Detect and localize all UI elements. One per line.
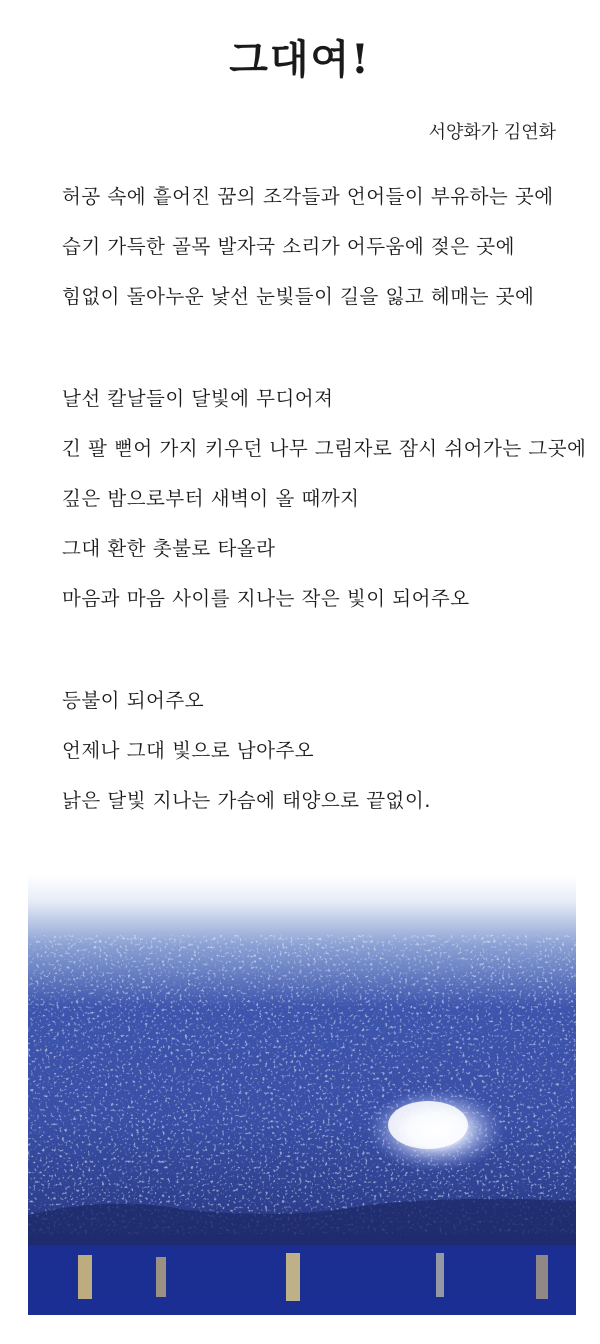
poem-line: 마음과 마음 사이를 지나는 작은 빛이 되어주오 (62, 587, 470, 610)
poem-body (62, 180, 587, 886)
light-reflection (286, 1253, 300, 1301)
stanza-1 (62, 180, 582, 330)
poem-line: 깊은 밤으로부터 새벽이 올 때까지 (62, 487, 360, 510)
light-reflection (78, 1255, 92, 1299)
stanza-3 (62, 684, 582, 834)
poem-line: 등불이 되어주오 (62, 689, 205, 712)
water (28, 1245, 576, 1315)
author-credit: 서양화가 김연화 (428, 122, 556, 143)
painting-texture (28, 935, 576, 1235)
light-reflection (436, 1253, 444, 1297)
poem-line: 허공 속에 흩어진 꿈의 조각들과 언어들이 부유하는 곳에 (62, 185, 554, 208)
poem-title: 그대여! (229, 36, 371, 83)
light-reflection (536, 1255, 548, 1299)
night-landscape-painting (28, 875, 576, 1315)
poem-line: 힘없이 돌아누운 낯선 눈빛들이 길을 잃고 헤매는 곳에 (62, 285, 535, 308)
poem-line: 그대 환한 촛불로 타올라 (62, 537, 276, 560)
poem-line: 습기 가득한 골목 발자국 소리가 어두움에 젖은 곳에 (62, 235, 515, 258)
poem-line: 언제나 그대 빛으로 남아주오 (62, 739, 315, 762)
light-reflection (156, 1257, 166, 1297)
poem-line: 낡은 달빛 지나는 가슴에 태양으로 끝없이. (62, 789, 431, 812)
poem-line: 긴 팔 뻗어 가지 키우던 나무 그림자로 잠시 쉬어가는 그곳에 (62, 437, 587, 460)
stanza-2 (62, 382, 587, 632)
poem-line: 날선 칼날들이 달빛에 무디어져 (62, 387, 334, 410)
